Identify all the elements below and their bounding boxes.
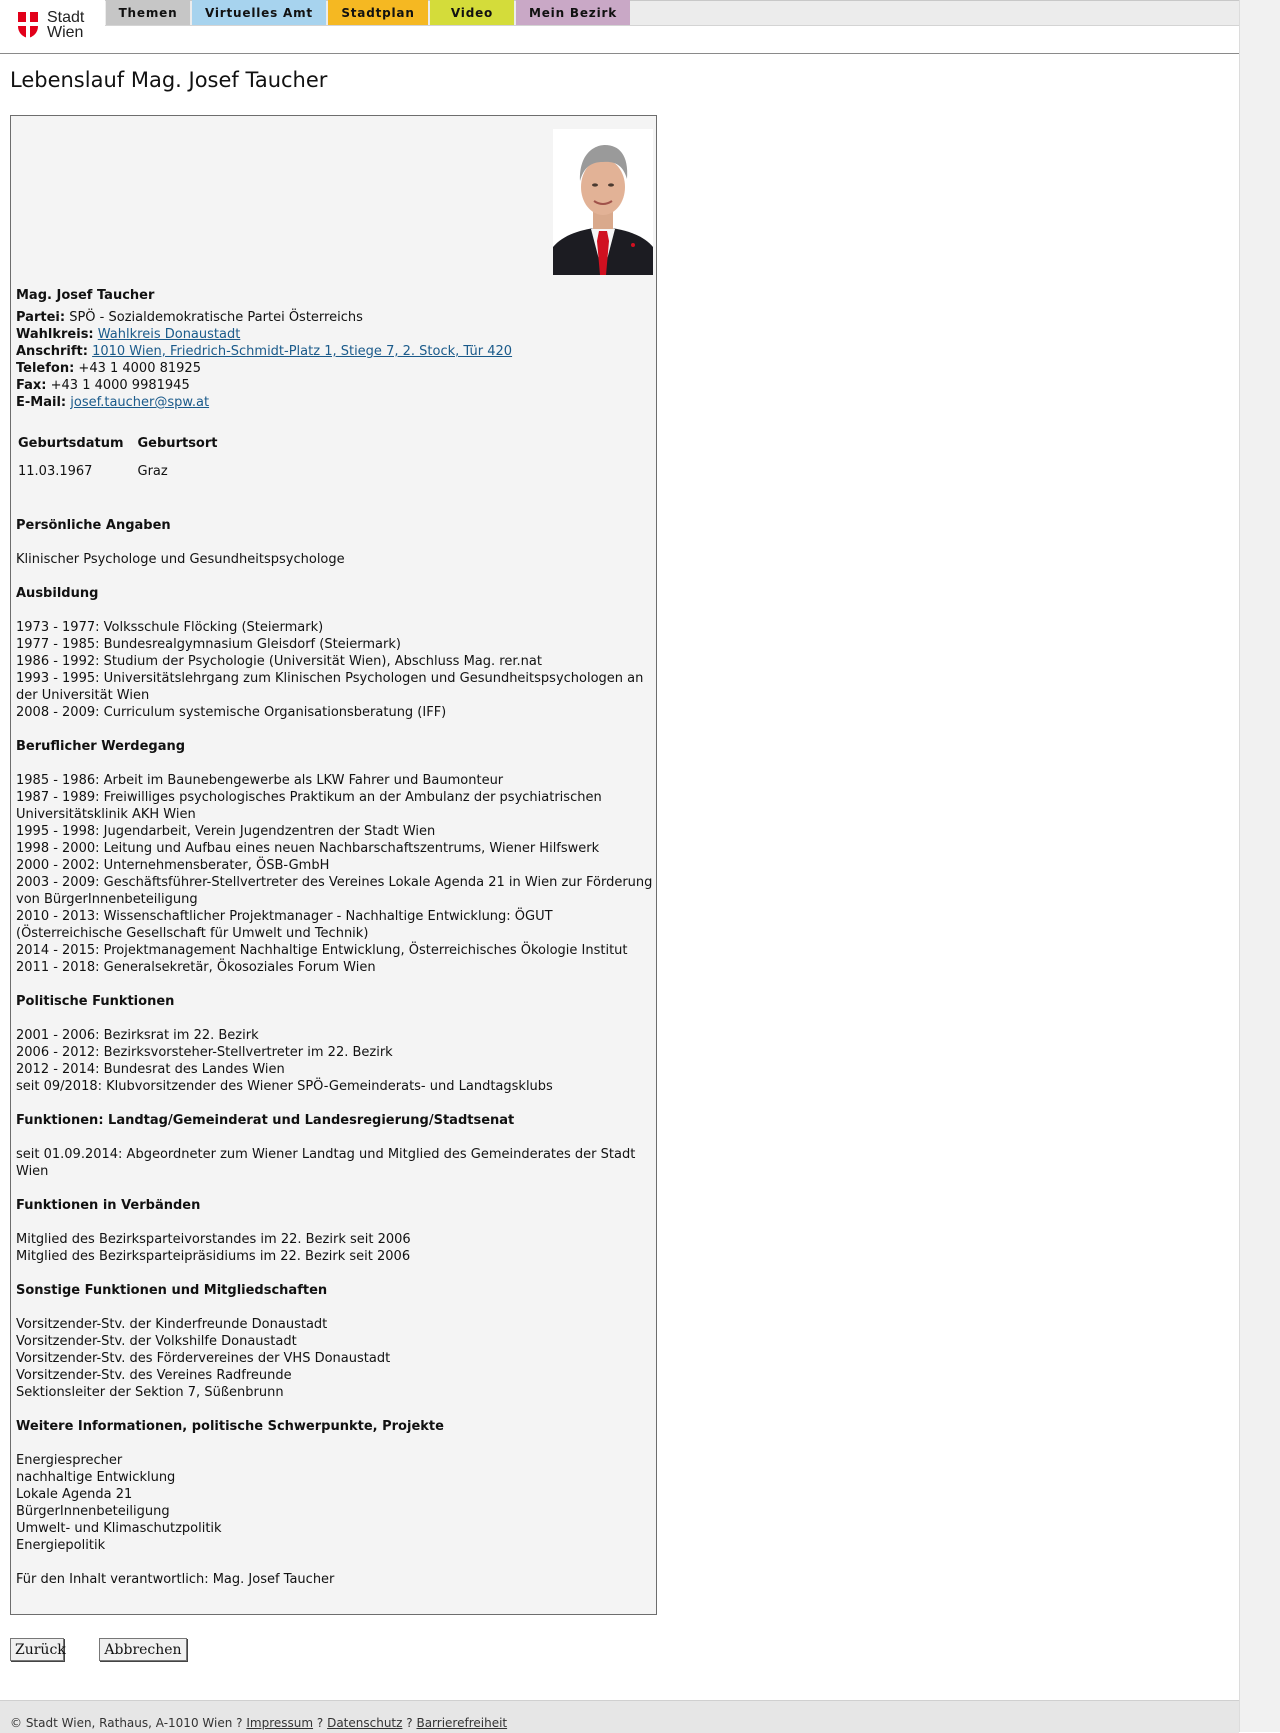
list-item: seit 01.09.2014: Abgeordneter zum Wiener Landtag und Mitglied des Gemeinderates der Stadt Wien (16, 1147, 636, 1179)
list-item: Vorsitzender-Stv. des Fördervereines der VHS Donaustadt (16, 1351, 391, 1366)
list-item: 1995 - 1998: Jugendarbeit, Verein Jugendzentren der Stadt Wien (16, 824, 436, 839)
section-title-sonstige: Sonstige Funktionen und Mitgliedschaften (16, 1283, 328, 1298)
list-item: Vorsitzender-Stv. der Kinderfreunde Donaustadt (16, 1317, 328, 1332)
portrait-photo (553, 129, 653, 275)
list-item: 2001 - 2006: Bezirksrat im 22. Bezirk (16, 1028, 259, 1043)
tab-virtuelles-amt[interactable]: Virtuelles Amt (192, 0, 326, 25)
list-item: Vorsitzender-Stv. der Volkshilfe Donaustadt (16, 1334, 297, 1349)
section-title-weitere: Weitere Informationen, politische Schwerpunkte, Projekte (16, 1419, 444, 1434)
barrierefreiheit-link[interactable]: Barrierefreiheit (416, 1716, 508, 1730)
main-nav (106, 0, 632, 25)
portrait-illustration (553, 129, 653, 275)
wien-shield-icon (17, 11, 39, 39)
fax-label: Fax: (16, 378, 47, 393)
wahlkreis-label: Wahlkreis: (16, 327, 94, 342)
section-title-landtag: Funktionen: Landtag/Gemeinderat und Landesregierung/Stadtsenat (16, 1113, 515, 1128)
list-item: Klinischer Psychologe und Gesundheitspsychologe (16, 552, 345, 567)
telefon-value: +43 1 4000 81925 (78, 361, 201, 376)
tab-themen[interactable]: Themen (106, 0, 190, 25)
stadt-wien-logo[interactable] (0, 0, 105, 52)
section-title-persoenlich: Persönliche Angaben (16, 518, 171, 533)
list-item: Vorsitzender-Stv. des Vereines Radfreunde (16, 1368, 292, 1383)
partei-row (16, 309, 656, 326)
partei-label: Partei: (16, 310, 66, 325)
list-item: Umwelt- und Klimaschutzpolitik (16, 1521, 222, 1536)
list-item: BürgerInnenbeteiligung (16, 1504, 170, 1519)
list-item: nachhaltige Entwicklung (16, 1470, 176, 1485)
tab-stadtplan[interactable]: Stadtplan (328, 0, 428, 25)
page-title: Lebenslauf Mag. Josef Taucher (10, 68, 328, 92)
email-label: E-Mail: (16, 395, 67, 410)
list-item: 1977 - 1985: Bundesrealgymnasium Gleisdorf (Steiermark) (16, 637, 401, 652)
wahlkreis-row (16, 326, 656, 343)
site-header (0, 0, 1239, 54)
list-item: Lokale Agenda 21 (16, 1487, 133, 1502)
footer-separator: ? (406, 1716, 413, 1730)
birth-table (16, 432, 229, 483)
profile-content (16, 287, 656, 1588)
telefon-row (16, 360, 656, 377)
telefon-label: Telefon: (16, 361, 75, 376)
section-title-politisch: Politische Funktionen (16, 994, 175, 1009)
fax-value: +43 1 4000 9981945 (50, 378, 190, 393)
profile-box (10, 115, 657, 1615)
partei-value: SPÖ - Sozialdemokratische Partei Österreichs (69, 310, 363, 325)
section-title-beruf: Beruflicher Werdegang (16, 739, 186, 754)
birth-header-date: Geburtsdatum (18, 436, 124, 451)
right-gutter (1239, 0, 1280, 1732)
site-footer (0, 1700, 1239, 1733)
list-item: 1993 - 1995: Universitätslehrgang zum Klinischen Psychologen und Gesundheitspsychologen an der Universität Wien (16, 671, 644, 703)
tab-mein-bezirk[interactable]: Mein Bezirk (516, 0, 630, 25)
list-item: 2010 - 2013: Wissenschaftlicher Projektmanager - Nachhaltige Entwicklung: ÖGUT (Österreichische Gesellschaft für Umwelt und Technik) (16, 909, 553, 941)
anschrift-label: Anschrift: (16, 344, 88, 359)
list-item: Sektionsleiter der Sektion 7, Süßenbrunn (16, 1385, 284, 1400)
list-item: 1987 - 1989: Freiwilliges psychologisches Praktikum an der Ambulanz der psychiatrischen Universitätsklinik AKH Wien (16, 790, 602, 822)
logo-text (47, 10, 84, 40)
footer-text (10, 1716, 507, 1730)
section-title-ausbildung: Ausbildung (16, 586, 99, 601)
list-item: 1985 - 1986: Arbeit im Baunebengewerbe als LKW Fahrer und Baumonteur (16, 773, 504, 788)
cancel-button[interactable]: Abbrechen (99, 1638, 187, 1661)
birth-date: 11.03.1967 (18, 464, 93, 479)
anschrift-link[interactable]: 1010 Wien, Friedrich-Schmidt-Platz 1, Stiege 7, 2. Stock, Tür 420 (92, 344, 513, 359)
list-item: 2014 - 2015: Projektmanagement Nachhaltige Entwicklung, Österreichisches Ökologie Institut (16, 943, 628, 958)
email-row (16, 394, 656, 411)
list-item: Energiepolitik (16, 1538, 106, 1553)
datenschutz-link[interactable]: Datenschutz (327, 1716, 403, 1730)
tab-video[interactable]: Video (430, 0, 514, 25)
list-item: 2008 - 2009: Curriculum systemische Organisationsberatung (IFF) (16, 705, 447, 720)
list-item: 1973 - 1977: Volksschule Flöcking (Steiermark) (16, 620, 324, 635)
back-button[interactable]: Zurück (10, 1638, 64, 1661)
list-item: 2003 - 2009: Geschäftsführer-Stellvertreter des Vereines Lokale Agenda 21 in Wien zur Förderung von BürgerInnenbeteiligung (16, 875, 653, 907)
email-link[interactable]: josef.taucher@spw.at (70, 395, 210, 410)
list-item: 1986 - 1992: Studium der Psychologie (Universität Wien), Abschluss Mag. rer.nat (16, 654, 542, 669)
list-item: 2011 - 2018: Generalsekretär, Ökosoziales Forum Wien (16, 960, 376, 975)
footer-separator: ? (236, 1716, 243, 1730)
footer-separator: ? (316, 1716, 324, 1730)
list-item: Mitglied des Bezirksparteivorstandes im 22. Bezirk seit 2006 (16, 1232, 411, 1247)
list-item: 1998 - 2000: Leitung und Aufbau eines neuen Nachbarschaftszentrums, Wiener Hilfswerk (16, 841, 600, 856)
birth-header-place: Geburtsort (137, 436, 218, 451)
fax-row (16, 377, 656, 394)
section-title-verbaende: Funktionen in Verbänden (16, 1198, 201, 1213)
birth-place: Graz (137, 464, 168, 479)
footer-copyright: © Stadt Wien, Rathaus, A-1010 Wien (10, 1716, 233, 1730)
logo-text-line2: Wien (47, 24, 84, 41)
logo-text-line1: Stadt (47, 9, 85, 26)
wahlkreis-link[interactable]: Wahlkreis Donaustadt (97, 327, 241, 342)
anschrift-row (16, 343, 656, 360)
impressum-link[interactable]: Impressum (246, 1716, 314, 1730)
list-item: Energiesprecher (16, 1453, 123, 1468)
list-item: 2006 - 2012: Bezirksvorsteher-Stellvertreter im 22. Bezirk (16, 1045, 393, 1060)
list-item: 2000 - 2002: Unternehmensberater, ÖSB-GmbH (16, 858, 330, 873)
list-item: Mitglied des Bezirksparteipräsidiums im 22. Bezirk seit 2006 (16, 1249, 411, 1264)
responsible-note: Für den Inhalt verantwortlich: Mag. Josef Taucher (16, 1572, 335, 1587)
person-name: Mag. Josef Taucher (16, 288, 155, 303)
list-item: seit 09/2018: Klubvorsitzender des Wiener SPÖ-Gemeinderats- und Landtagsklubs (16, 1079, 553, 1094)
list-item: 2012 - 2014: Bundesrat des Landes Wien (16, 1062, 285, 1077)
